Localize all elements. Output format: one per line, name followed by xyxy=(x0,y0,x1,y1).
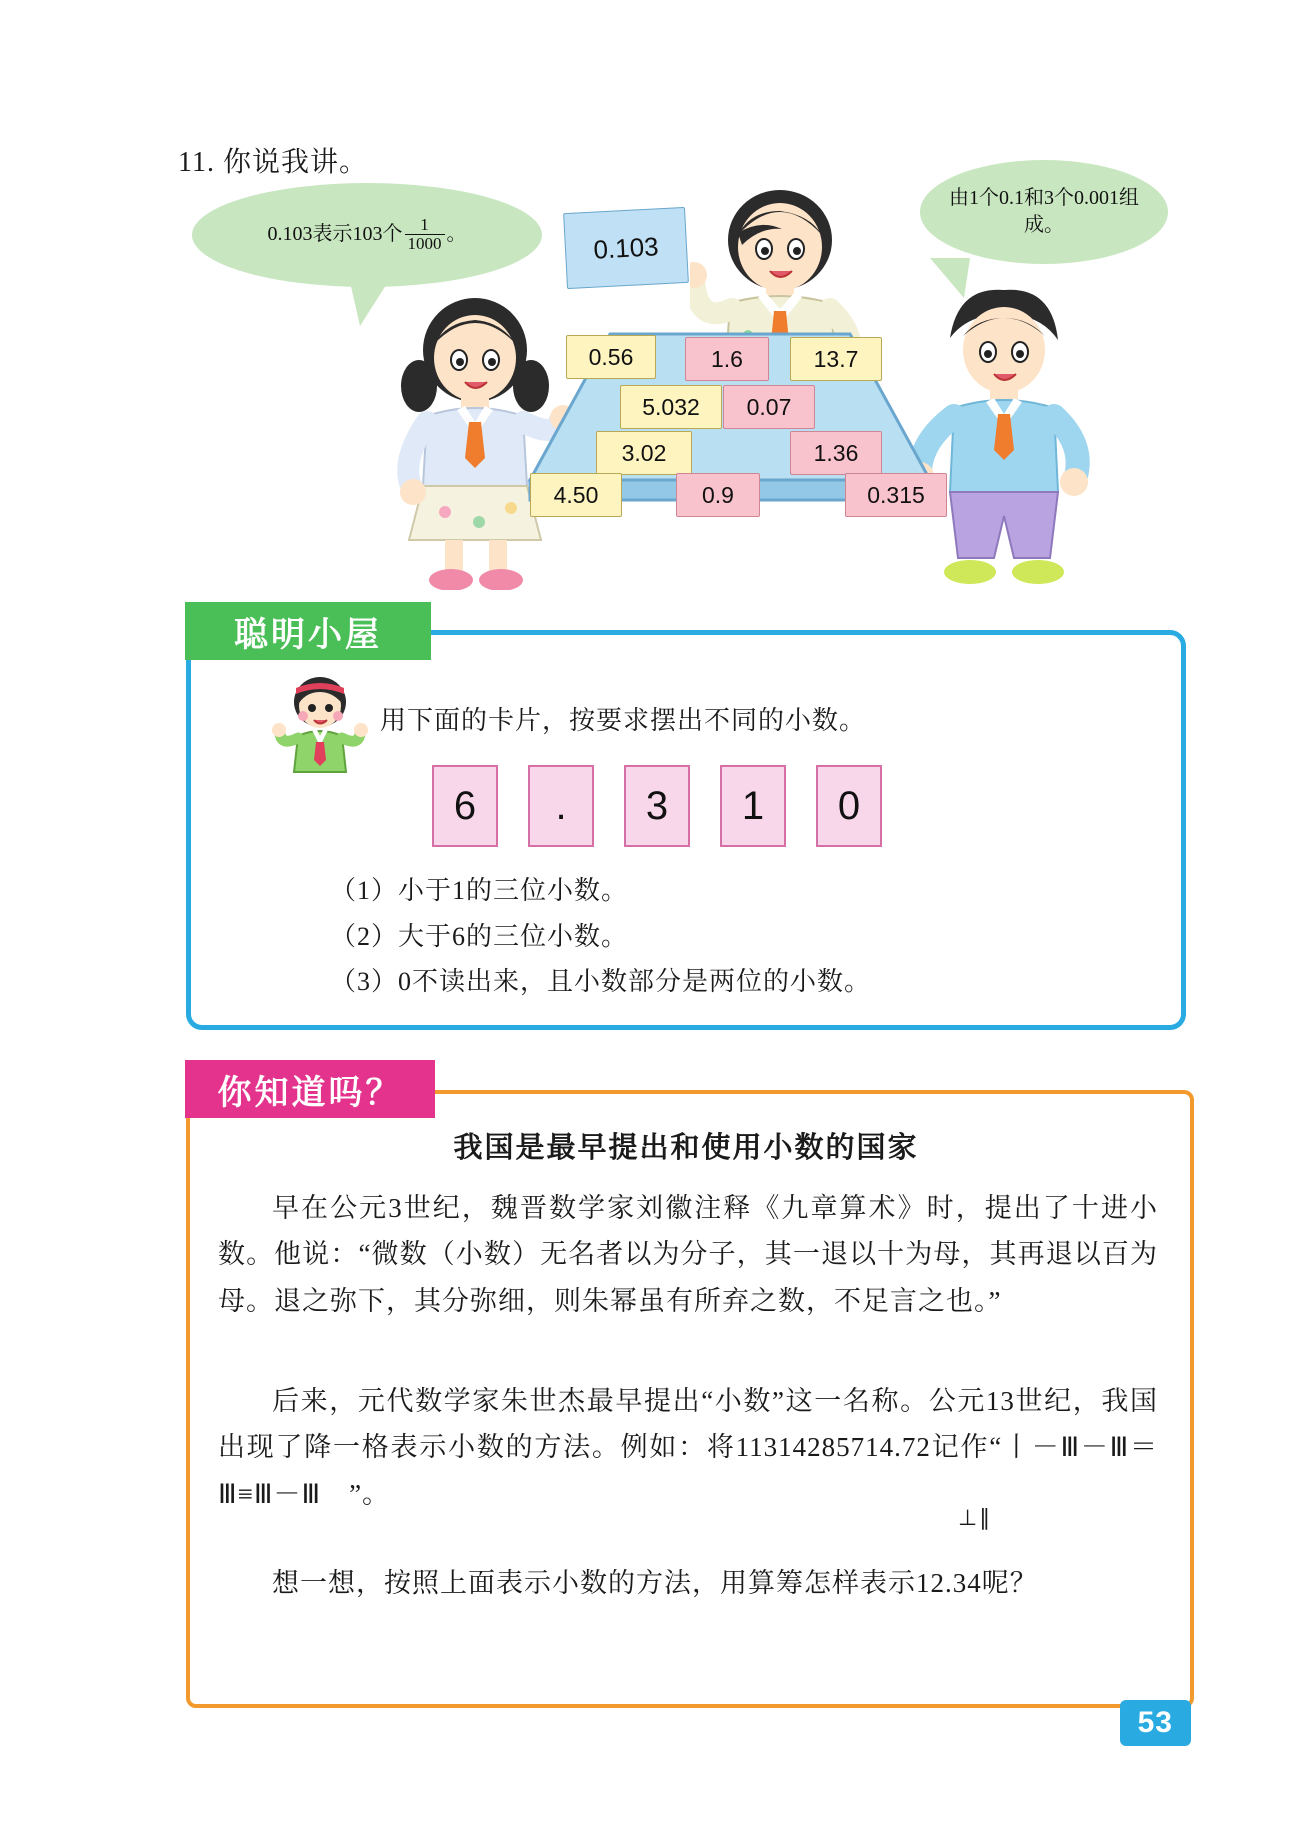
digit-card-6[interactable]: 6 xyxy=(432,765,498,847)
smart-house-intro: 用下面的卡片，按要求摆出不同的小数。 xyxy=(380,706,867,735)
card-13-7: 13.7 xyxy=(790,337,882,381)
digit-card-dot[interactable]: . xyxy=(528,765,594,847)
digit-card-3[interactable]: 3 xyxy=(624,765,690,847)
card-0-56: 0.56 xyxy=(566,335,656,379)
requirement-2: （2）大于6的三位小数。 xyxy=(330,921,629,951)
do-you-know-tag: 你知道吗？ xyxy=(185,1060,435,1118)
bubble-right-text: 由1个0.1和3个0.001组成。 xyxy=(949,187,1139,236)
card-0-9: 0.9 xyxy=(676,473,760,517)
held-card-0103: 0.103 xyxy=(563,207,689,289)
do-you-know-paragraph-1: 早在公元3世纪，魏晋数学家刘徽注释《九章算术》时，提出了十进小数。他说：“微数（小数）无名者以为分子，其一退以十为母，其再退以百为母。退之弥下，其分弥细，则朱幂虽有所弃之数，不足言之也。” xyxy=(218,1193,1158,1316)
bubble-left-pre: 0.103表示103个 xyxy=(267,222,403,245)
fraction-numerator: 1 xyxy=(420,214,429,234)
page-number: 53 xyxy=(1120,1700,1191,1746)
card-4-50: 4.50 xyxy=(530,473,622,517)
do-you-know-paragraph-3: 想一想，按照上面表示小数的方法，用算筹怎样表示12.34呢？ xyxy=(272,1568,1038,1598)
card-3-02: 3.02 xyxy=(596,431,692,475)
task-title: 你说我讲。 xyxy=(222,147,368,178)
requirement-3: （3）0不读出来，且小数部分是两位的小数。 xyxy=(330,967,872,996)
fraction-denominator: 1000 xyxy=(405,234,445,253)
digit-card-0[interactable]: 0 xyxy=(816,765,882,847)
requirement-1: （1）小于1的三位小数。 xyxy=(330,876,629,905)
digit-card-1[interactable]: 1 xyxy=(720,765,786,847)
speech-bubble-left xyxy=(192,183,542,287)
mascot-boy-icon xyxy=(272,672,368,787)
card-1-6: 1.6 xyxy=(685,337,769,381)
task-heading xyxy=(178,140,368,180)
speech-bubble-right xyxy=(920,160,1168,264)
card-0-07: 0.07 xyxy=(723,385,815,429)
smart-house-tag: 聪明小屋 xyxy=(185,602,431,660)
do-you-know-title: 我国是最早提出和使用小数的国家 xyxy=(453,1132,919,1164)
card-5-032: 5.032 xyxy=(620,385,722,429)
task-number: 11. xyxy=(178,147,215,178)
smart-house-requirements xyxy=(330,868,871,1005)
card-0-315: 0.315 xyxy=(845,473,947,517)
rod-numeral-subscript: ⊥∥ xyxy=(958,1505,993,1530)
fraction-one-thousandth xyxy=(405,216,445,253)
card-1-36: 1.36 xyxy=(790,431,882,475)
do-you-know-paragraph-2: 后来，元代数学家朱世杰最早提出“小数”这一名称。公元13世纪，我国出现了降一格表示小数的方法。例如：将11314285714.72记作“丨－Ⅲ－Ⅲ＝Ⅲ≡Ⅲ－Ⅲ ”。 xyxy=(218,1386,1158,1509)
bubble-left-post: 。 xyxy=(446,222,467,245)
